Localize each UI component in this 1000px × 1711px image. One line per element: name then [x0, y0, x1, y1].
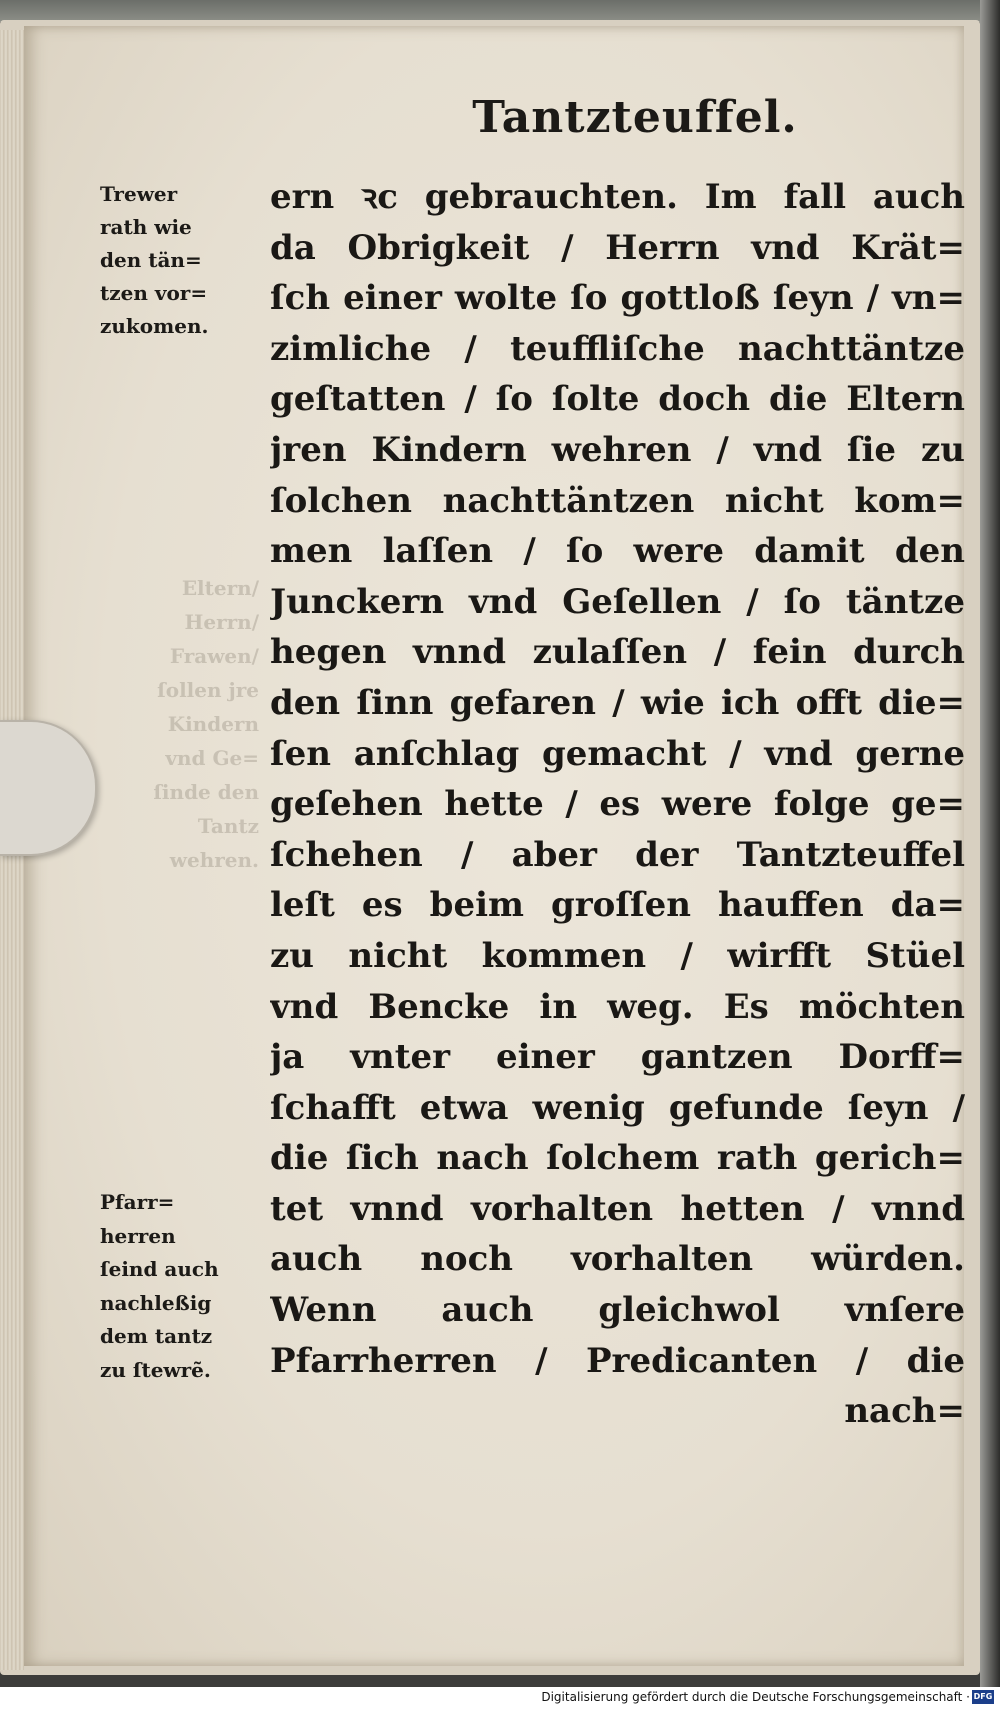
- text-line: die ſich nach ſolchem rath gerich=: [270, 1138, 965, 1179]
- text-line: geſehen hette / es were folge ge=: [270, 784, 965, 825]
- body-text-block: [270, 172, 965, 1437]
- gloss-line: den tän=: [100, 248, 202, 272]
- gloss-line: zu ſtewrẽ.: [100, 1357, 211, 1382]
- gloss-line: zukomen.: [100, 314, 209, 338]
- show-through-line: Herrn/: [184, 610, 259, 634]
- show-through-line: ſinde den: [153, 780, 259, 804]
- show-through-line: vnd Ge=: [165, 746, 259, 770]
- dfg-logo: DFG: [972, 1690, 994, 1704]
- text-line: den ſinn gefaren / wie ich offt die=: [270, 682, 965, 723]
- digitization-credit: Digitalisierung gefördert durch die Deutsche Forschungsgemeinschaft ·: [541, 1690, 970, 1704]
- text-line: geſtatten / ſo ſolte doch die Eltern: [270, 379, 965, 420]
- text-line: zimliche / teuffliſche nachttäntze: [270, 328, 965, 369]
- text-line: jren Kindern wehren / vnd ſie zu: [270, 429, 965, 470]
- show-through-text: [89, 571, 259, 877]
- running-header: Tantzteuffel.: [472, 92, 798, 143]
- gloss-line: rath wie: [100, 215, 192, 239]
- marginal-gloss-top: [100, 178, 265, 343]
- text-line: men laſſen / ſo were damit den: [270, 531, 965, 572]
- text-line: ja vnter einer gantzen Dorff=: [270, 1037, 965, 1078]
- show-through-line: Kindern: [167, 712, 259, 736]
- text-line: ſchehen / aber der Tantzteuffel: [270, 834, 965, 875]
- scan-background-right: [980, 0, 1000, 1711]
- text-line: ern ꝛc gebrauchten. Im fall auch: [270, 177, 965, 217]
- text-line: zu nicht kommen / wirfft Stüel: [270, 935, 965, 976]
- text-line: ſchafft etwa wenig gefunde ſeyn /: [270, 1087, 965, 1128]
- text-line: nach=: [844, 1391, 965, 1432]
- show-through-line: ſollen jre: [157, 678, 259, 702]
- gloss-line: tzen vor=: [100, 281, 208, 305]
- text-line: ſen anſchlag gemacht / vnd gerne: [270, 733, 965, 774]
- show-through-line: Eltern/: [181, 576, 259, 600]
- gloss-line: Trewer: [100, 182, 178, 206]
- text-line: Pfarrherren / Predicanten / die: [270, 1340, 965, 1381]
- marginal-gloss-bottom: [100, 1186, 265, 1387]
- text-line: auch noch vorhalten würden.: [270, 1239, 965, 1280]
- show-through-line: wehren.: [169, 848, 259, 872]
- text-line: leſt es beim groſſen hauffen da=: [270, 885, 965, 926]
- text-line: Wenn auch gleichwol vnſere: [270, 1290, 965, 1331]
- text-line: da Obrigkeit / Herrn vnd Krät=: [270, 227, 965, 268]
- text-line: tet vnnd vorhalten hetten / vnnd: [270, 1188, 965, 1229]
- text-line: Junckern vnd Geſellen / ſo täntze: [270, 581, 965, 622]
- text-line: vnd Bencke in weg. Es möchten: [270, 986, 965, 1027]
- scan-background-top: [0, 0, 1000, 22]
- show-through-line: Frawen/: [169, 644, 259, 668]
- gloss-line: herren: [100, 1223, 176, 1248]
- text-line: ſolchen nachttäntzen nicht kom=: [270, 480, 965, 521]
- gloss-line: Pfarr=: [100, 1190, 175, 1214]
- gloss-line: nachleßig: [100, 1290, 212, 1315]
- text-line: ſch einer wolte ſo gottloß ſeyn / vn=: [270, 278, 965, 319]
- show-through-line: Tantz: [197, 814, 259, 838]
- gloss-line: ſeind auch: [100, 1257, 219, 1281]
- gloss-line: dem tantz: [100, 1324, 213, 1348]
- text-line: hegen vnnd zulaſſen / fein durch: [270, 632, 965, 673]
